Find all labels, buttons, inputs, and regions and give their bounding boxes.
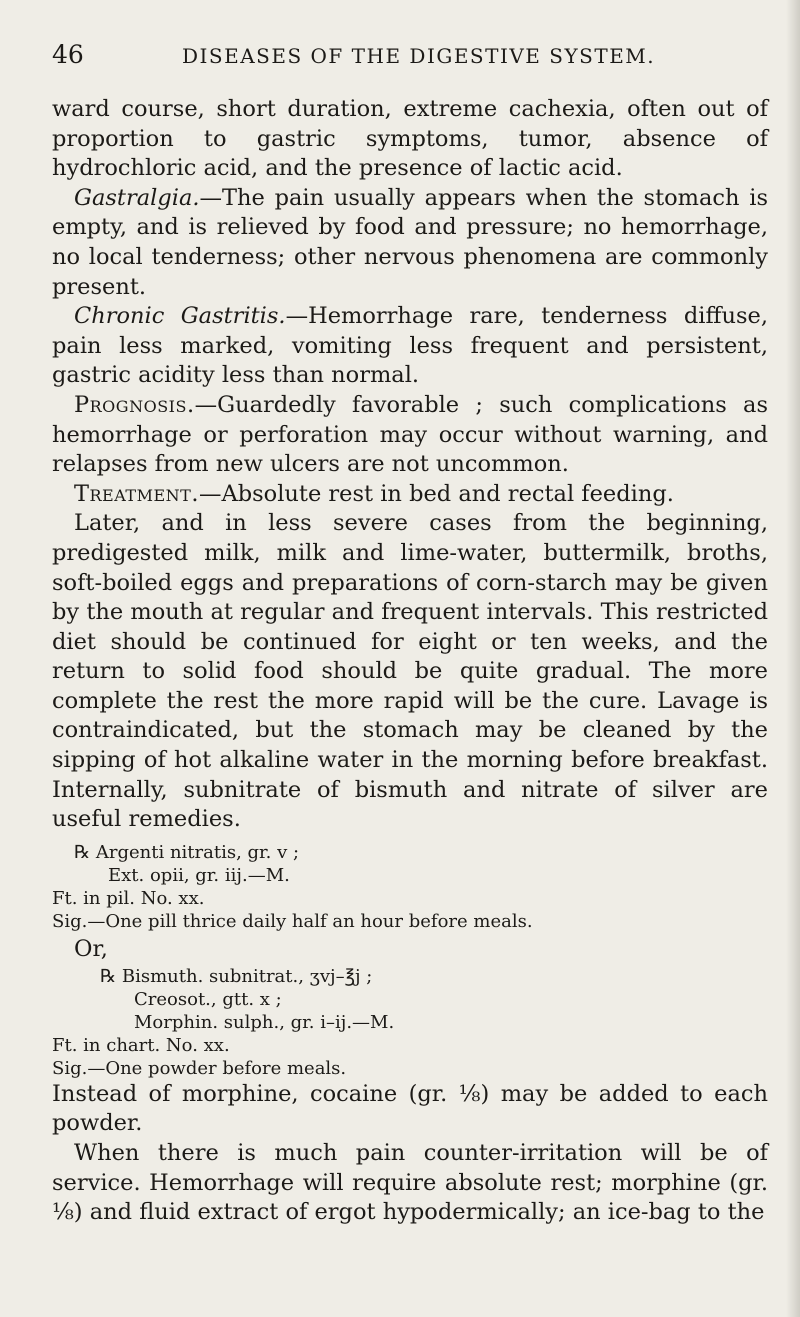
or-text: Or, [74, 935, 108, 962]
prescription-silver-nitrate [52, 841, 768, 1080]
rx1-line-3: Ft. in pil. No. xx. [52, 887, 205, 909]
term-gastralgia: Gastralgia. [74, 184, 200, 211]
rx1-line-2: Ext. opii, gr. iij.—M. [108, 864, 290, 886]
paragraph-treatment [52, 480, 768, 510]
rx2-line-2: Creosot., gtt. x ; [134, 988, 282, 1010]
treatment-text: —Absolute rest in bed and rectal feeding. [198, 480, 674, 507]
body-text [52, 95, 768, 1228]
term-chronic-gastritis: Chronic Gastritis. [74, 303, 286, 330]
paragraph-hemorrhage: When there is much pain counter-irritation will be of service. Hemorrhage will require absolute rest; morphine (gr. ⅛) and fluid extract of ergot hypodermically; an ice-bag to the [52, 1140, 768, 1226]
prognosis-text: —Guardedly favorable ; such complications as hemorrhage or perforation may occur without warning, and relapses from new ulcers are not uncommon. [52, 391, 768, 478]
paragraph-continuation: ward course, short duration, extreme cachexia, often out of proportion to gastric symptoms, tumor, absence of hydrochloric acid, and the presence of lactic acid. [52, 96, 768, 182]
rx1-line-1: ℞ Argenti nitratis, gr. v ; [74, 841, 300, 863]
rx2-line-1: ℞ Bismuth. subnitrat., ʒvj–℥j ; [100, 965, 373, 987]
paragraph-cocaine: Instead of morphine, cocaine (gr. ⅛) may be added to each powder. [52, 1080, 768, 1137]
rx2-line-4: Ft. in chart. No. xx. [52, 1034, 230, 1056]
paragraph-prognosis [52, 391, 768, 480]
paragraph-treatment-detail: Later, and in less severe cases from the beginning, predigested milk, milk and lime-water, buttermilk, broths, soft-boiled eggs and preparations of corn-starch may be given by the mouth at regular and frequent intervals. This restricted diet should be continued for eight or ten weeks, and the return to solid food should be quite gradual. The more complete the rest the more rapid will be the cure. Lavage is contraindicated, but the stomach may be cleaned by the sipping of hot alkaline water in the morning before breakfast. Internally, subnitrate of bismuth and nitrate of silver are useful remedies. [52, 510, 768, 833]
paragraph-chronic-gastritis [52, 302, 768, 391]
page-number: 46 [52, 40, 84, 69]
running-head: DISEASES OF THE DIGESTIVE SYSTEM. [182, 44, 656, 68]
rx2-line-5: Sig.—One powder before meals. [52, 1057, 347, 1079]
page-header [52, 40, 752, 74]
chronic-gastritis-text: —Hemorrhage rare, tenderness diffuse, pain less marked, vomiting less frequent and persistent, gastric acidity less than normal. [52, 303, 768, 389]
gastralgia-text: —The pain usually appears when the stomach is empty, and is relieved by food and pressure; no hemorrhage, no local tenderness; other nervous phenomena are commonly present. [52, 184, 768, 300]
page-edge-shadow [786, 0, 800, 1317]
term-treatment: Treatment. [74, 480, 199, 507]
rx1-line-4: Sig.—One pill thrice daily half an hour before meals. [52, 910, 533, 932]
rx2-line-3: Morphin. sulph., gr. i–ij.—M. [134, 1011, 395, 1033]
term-prognosis: Prognosis. [74, 391, 195, 418]
paragraph-gastralgia [52, 184, 768, 302]
